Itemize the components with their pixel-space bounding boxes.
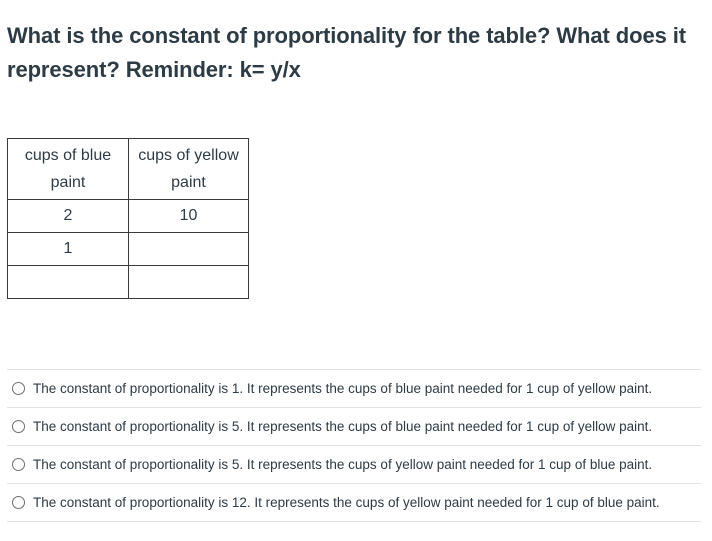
answer-choices — [7, 369, 701, 522]
radio-unselected-icon[interactable] — [12, 458, 25, 471]
table-cell — [129, 266, 249, 299]
radio-unselected-icon[interactable] — [12, 496, 25, 509]
question-text: What is the constant of proportionality for the table? What does it represent? Reminder: k= y/x — [7, 23, 686, 82]
answer-option-label[interactable]: The constant of proportionality is 5. It represents the cups of yellow paint needed for 1 cup of blue paint. — [33, 457, 653, 472]
answer-option-label[interactable]: The constant of proportionality is 1. It represents the cups of blue paint needed for 1 cup of yellow paint. — [33, 381, 653, 396]
table-cell: 10 — [129, 200, 249, 233]
table-row — [8, 233, 249, 266]
radio-unselected-icon[interactable] — [12, 382, 25, 395]
column-header-yellow-paint: cups of yellow paint — [129, 139, 249, 200]
table-row — [8, 266, 249, 299]
table-cell: 1 — [8, 233, 129, 266]
table-cell — [8, 266, 129, 299]
ratio-table — [7, 138, 249, 299]
answer-option-label[interactable]: The constant of proportionality is 5. It represents the cups of blue paint needed for 1 cup of yellow paint. — [33, 419, 653, 434]
answer-option-1[interactable] — [7, 369, 701, 407]
answer-option-label[interactable]: The constant of proportionality is 12. It represents the cups of yellow paint needed for 1 cup of blue paint. — [33, 495, 660, 510]
answer-option-2[interactable] — [7, 407, 701, 445]
answer-option-3[interactable] — [7, 445, 701, 483]
radio-unselected-icon[interactable] — [12, 420, 25, 433]
table-row — [8, 200, 249, 233]
column-header-blue-paint: cups of blue paint — [8, 139, 129, 200]
table-cell: 2 — [8, 200, 129, 233]
table-cell — [129, 233, 249, 266]
answer-option-4[interactable] — [7, 483, 701, 522]
table-header-row — [8, 139, 249, 200]
